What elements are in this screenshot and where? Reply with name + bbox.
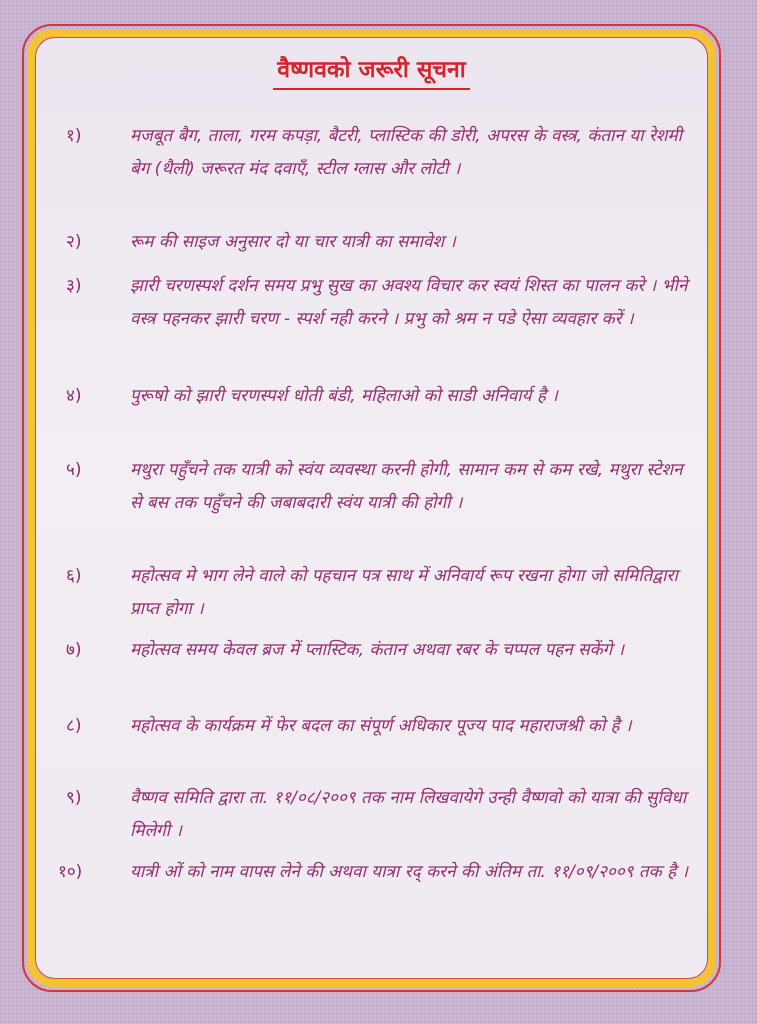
item-number: ६) bbox=[66, 566, 82, 586]
item-text: यात्री ओं को नाम वापस लेने की अथवा यात्रा रद् करने की अंतिम ता. ११/०९/२००९ तक है । bbox=[130, 862, 688, 882]
item-text: महोत्सव मे भाग लेने वाले को पहचान पत्र साथ में अनिवार्य रूप रखना होगा जो समितिद्वारा प्राप्त होगा । bbox=[130, 566, 678, 619]
item-number: ५) bbox=[66, 460, 82, 480]
item-number: ३) bbox=[66, 276, 82, 296]
notice-title: वैष्णवको जरूरी सूचना bbox=[273, 52, 469, 90]
item-number: १०) bbox=[58, 862, 83, 882]
item-number: १) bbox=[66, 126, 82, 146]
item-text: रूम की साइज अनुसार दो या चार यात्री का समावेश । bbox=[130, 232, 456, 252]
item-text: महोत्सव समय केवल ब्रज में प्लास्टिक, कंतान अथवा रबर के चप्पल पहन सकेंगे । bbox=[130, 640, 625, 660]
item-text: महोत्सव के कार्यक्रम में फेर बदल का संपूर्ण अधिकार पूज्य पाद महाराजश्री को है । bbox=[130, 716, 632, 736]
item-number: ४) bbox=[66, 386, 82, 406]
item-text: मथुरा पहुँचने तक यात्री को स्वंय व्यवस्था करनी होगी, सामान कम से कम रखे, मथुरा स्टेशन से बस तक पहुँचने की जबाबदारी स्वंय यात्री की होगी । bbox=[130, 460, 683, 513]
item-number: ९) bbox=[66, 788, 82, 808]
notice-list bbox=[36, 38, 707, 978]
item-text: पुरूषो को झारी चरणस्पर्श धोती बंडी, महिलाओ को साडी अनिवार्य है । bbox=[130, 386, 558, 406]
notice-card bbox=[35, 37, 708, 979]
item-text: वैष्णव समिति द्वारा ता. ११/०८/२००९ तक नाम लिखवायेगे उन्ही वैष्णवो को यात्रा की सुविधा मिलेगी । bbox=[130, 788, 687, 841]
item-text: मजबूत बैग, ताला, गरम कपड़ा, बैटरी, प्लास्टिक की डोरी, अपरस के वस्त्र, कंतान या रेशमी बेग (थैली) जरूरत मंद दवाएँ, स्टील ग्लास और लोटी । bbox=[130, 126, 683, 179]
item-number: ७) bbox=[66, 640, 82, 660]
item-number: ८) bbox=[66, 716, 82, 736]
item-text: झारी चरणस्पर्श दर्शन समय प्रभु सुख का अवश्य विचार कर स्वयं शिस्त का पालन करे । भीने वस्त्र पहनकर झारी चरण - स्पर्श नही करने । प्रभु को श्रम न पडे ऐसा व्यवहार करें । bbox=[130, 276, 688, 329]
item-number: २) bbox=[66, 232, 82, 252]
